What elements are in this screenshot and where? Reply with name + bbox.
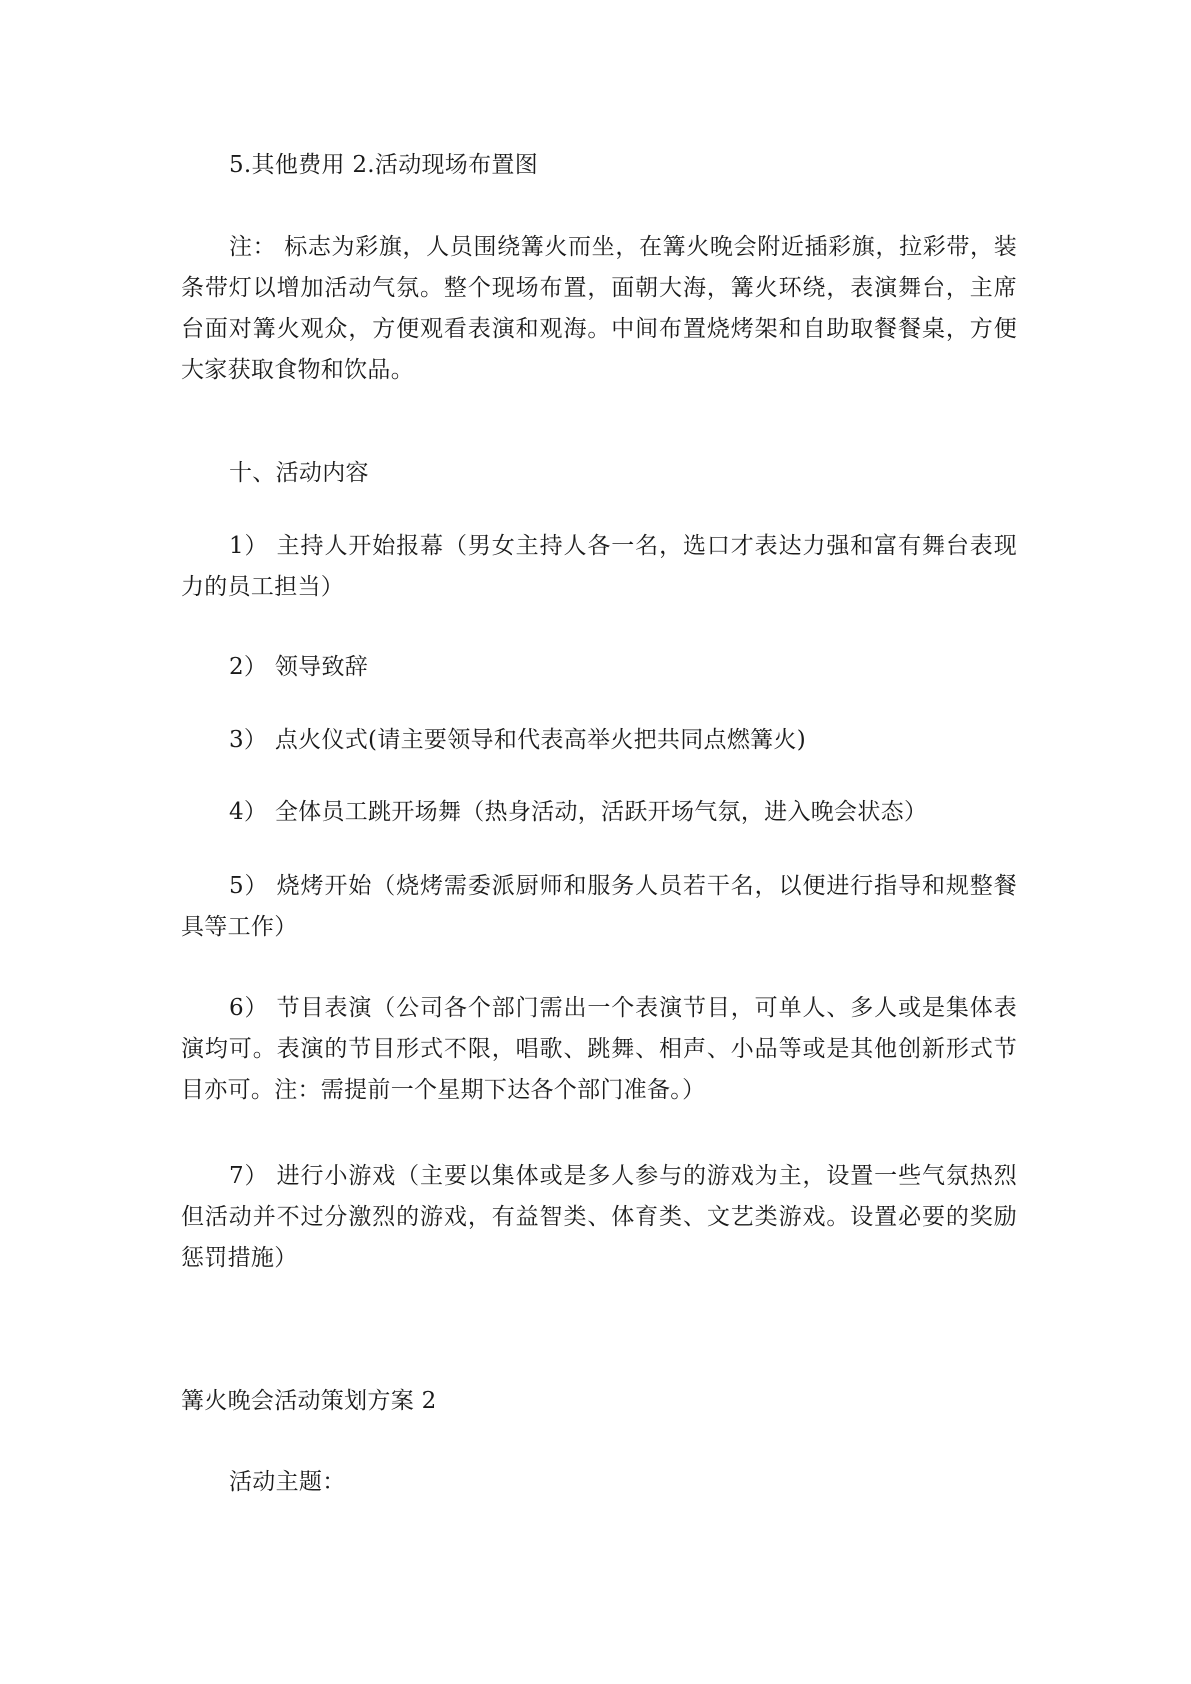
paragraph-note: 注： 标志为彩旗，人员围绕篝火而坐，在篝火晚会附近插彩旗，拉彩带，装条带灯以增加活动气氛。整个现场布置，面朝大海，篝火环绕，表演舞台，主席台面对篝火观众，方便观看表演和观海。中间布置烧烤架和自助取餐餐桌，方便大家获取食物和饮品。	[181, 234, 1017, 383]
list-item-5: 5） 烧烤开始（烧烤需委派厨师和服务人员若干名，以便进行指导和规整餐具等工作）	[181, 873, 1017, 940]
heading-plan-2: 篝火晚会活动策划方案 2	[181, 1388, 437, 1414]
list-item-3: 3） 点火仪式(请主要领导和代表高举火把共同点燃篝火)	[229, 727, 806, 753]
list-item-2: 2） 领导致辞	[229, 654, 369, 680]
list-item-7: 7） 进行小游戏（主要以集体或是多人参与的游戏为主，设置一些气氛热烈但活动并不过分激烈的游戏，有益智类、体育类、文艺类游戏。设置必要的奖励惩罚措施）	[181, 1163, 1017, 1271]
paragraph-other-costs: 5.其他费用 2.活动现场布置图	[229, 152, 538, 178]
section-heading-activity-content: 十、活动内容	[229, 460, 369, 486]
list-item-1: 1） 主持人开始报幕（男女主持人各一名，选口才表达力强和富有舞台表现力的员工担当）	[181, 533, 1017, 600]
label-activity-theme: 活动主题：	[229, 1469, 346, 1495]
list-item-4: 4） 全体员工跳开场舞（热身活动，活跃开场气氛，进入晚会状态）	[229, 799, 928, 825]
list-item-6: 6） 节目表演（公司各个部门需出一个表演节目，可单人、多人或是集体表演均可。表演的节目形式不限，唱歌、跳舞、相声、小品等或是其他创新形式节目亦可。注：需提前一个星期下达各个部门准备。）	[181, 995, 1017, 1103]
